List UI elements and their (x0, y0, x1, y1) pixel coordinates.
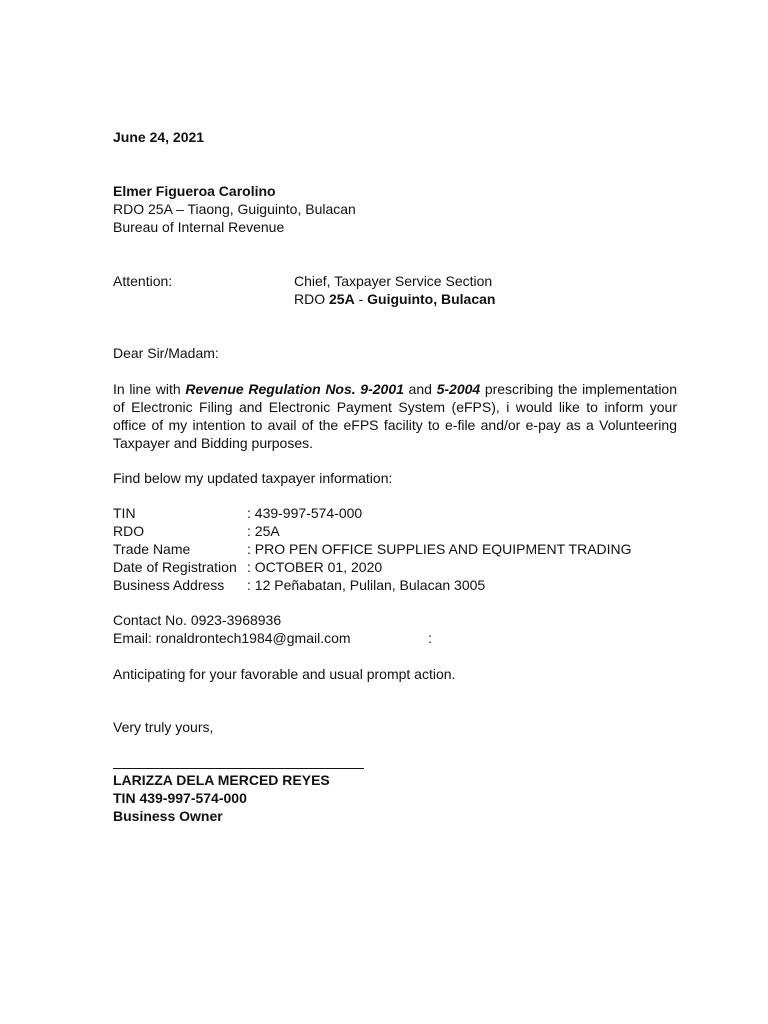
info-value-trade-name: : PRO PEN OFFICE SUPPLIES AND EQUIPMENT TRADING (247, 541, 632, 557)
contact-number: Contact No. 0923-3968936 (113, 612, 282, 628)
info-label-registration-date: Date of Registration (113, 559, 237, 575)
p1-and: and (403, 381, 437, 397)
attention-rdo-code: 25A (329, 291, 355, 307)
signature-line (113, 768, 364, 769)
closing-line: Anticipating for your favorable and usual prompt action. (113, 666, 456, 682)
recipient-name: Elmer Figueroa Carolino (113, 183, 276, 199)
letter-date: June 24, 2021 (113, 129, 205, 145)
recipient-line-2: Bureau of Internal Revenue (113, 219, 285, 235)
body-paragraph-1 (113, 380, 677, 452)
attention-separator: - (354, 291, 368, 307)
complimentary-close: Very truly yours, (113, 719, 214, 735)
info-label-tin: TIN (113, 505, 136, 521)
info-label-business-address: Business Address (113, 577, 225, 593)
info-value-rdo: : 25A (247, 523, 280, 539)
info-value-registration-date: : OCTOBER 01, 2020 (247, 559, 383, 575)
attention-line-1: Chief, Taxpayer Service Section (294, 273, 493, 289)
signatory-tin: TIN 439-997-574-000 (113, 790, 247, 806)
p1-rest: prescribing the implementation of Electronic Filing and Electronic Payment System (eFPS), i would like to inform your office of my intention to avail of the eFPS facility to e-file and/or e-pay as a Volunteering Taxpayer and Bidding purposes. (113, 381, 677, 451)
signatory-title: Business Owner (113, 808, 223, 824)
recipient-line-1: RDO 25A – Tiaong, Guiguinto, Bulacan (113, 201, 356, 217)
info-label-rdo: RDO (113, 523, 145, 539)
contact-email: Email: ronaldrontech1984@gmail.com (113, 630, 351, 646)
body-paragraph-2: Find below my updated taxpayer information: (113, 470, 393, 486)
attention-rdo-prefix: RDO (294, 291, 329, 307)
info-value-tin: : 439-997-574-000 (247, 505, 363, 521)
p1-intro: In line with (113, 381, 186, 397)
regulation-reference: Revenue Regulation Nos. 9-2001 (185, 381, 404, 397)
email-trailing-colon: : (428, 630, 432, 646)
attention-label: Attention: (113, 273, 173, 289)
regulation-reference-2: 5-2004 (436, 381, 481, 397)
info-label-trade-name: Trade Name (113, 541, 191, 557)
info-value-business-address: : 12 Peñabatan, Pulilan, Bulacan 3005 (247, 577, 486, 593)
signatory-name: LARIZZA DELA MERCED REYES (113, 772, 330, 788)
attention-rdo-place: Guiguinto, Bulacan (367, 291, 496, 307)
salutation: Dear Sir/Madam: (113, 345, 219, 361)
attention-line-2 (294, 290, 495, 308)
